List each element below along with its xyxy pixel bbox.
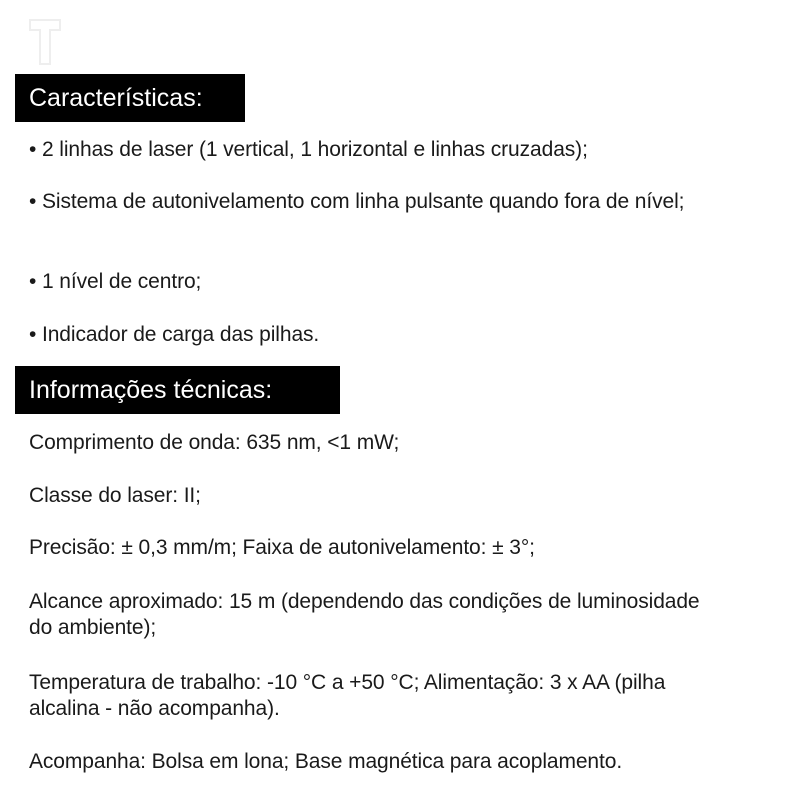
watermark-logo-icon bbox=[28, 18, 62, 66]
feature-item: • Indicador de carga das pilhas. bbox=[29, 323, 320, 346]
feature-item: • 1 nível de centro; bbox=[29, 270, 202, 293]
spec-item: Precisão: ± 0,3 mm/m; Faixa de autonivelamento: ± 3°; bbox=[29, 536, 535, 559]
section-header-informacoes-tecnicas: Informações técnicas: bbox=[15, 366, 340, 414]
spec-item: Classe do laser: II; bbox=[29, 484, 201, 507]
spec-item: Alcance aproximado: 15 m (dependendo das condições de luminosidade do ambiente); bbox=[29, 590, 700, 639]
spec-item: Comprimento de onda: 635 nm, <1 mW; bbox=[29, 431, 400, 454]
feature-item: • Sistema de autonivelamento com linha pulsante quando fora de nível; bbox=[29, 190, 685, 213]
spec-item: Acompanha: Bolsa em lona; Base magnética para acoplamento. bbox=[29, 750, 623, 773]
section-header-caracteristicas: Características: bbox=[15, 74, 245, 122]
spec-item: Temperatura de trabalho: -10 °C a +50 °C; Alimentação: 3 x AA (pilha alcalina - não acompanha). bbox=[29, 671, 666, 720]
feature-item: • 2 linhas de laser (1 vertical, 1 horizontal e linhas cruzadas); bbox=[29, 138, 588, 161]
